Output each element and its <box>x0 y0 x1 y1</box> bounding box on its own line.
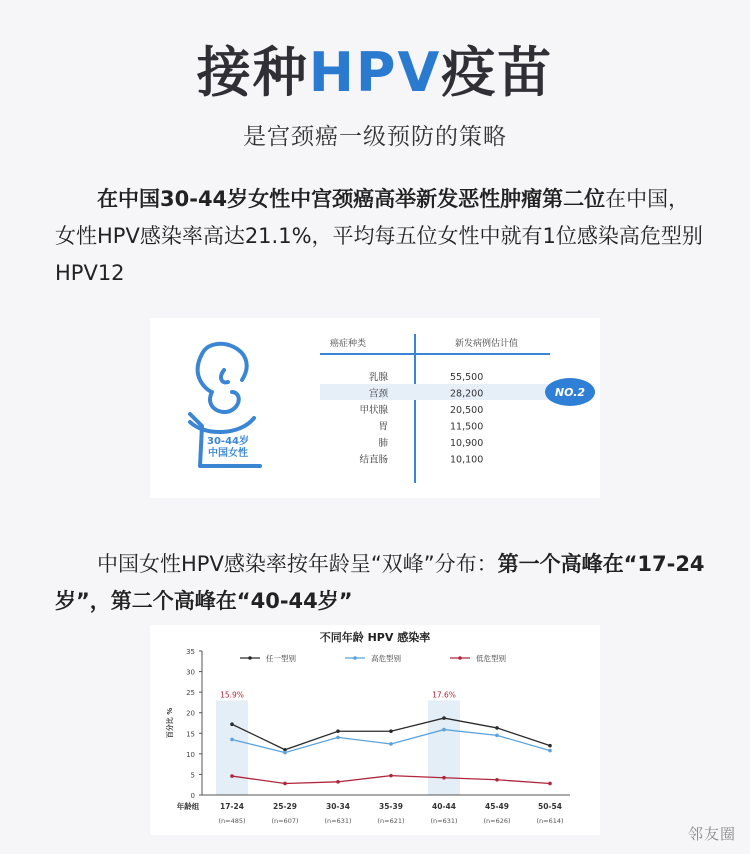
y-axis-label: 百分比 % <box>166 707 174 739</box>
cancer-value: 11,500 <box>450 421 484 433</box>
cancer-value: 10,900 <box>450 438 484 449</box>
page-title <box>0 38 750 108</box>
x-tick-label: 40-44 <box>432 802 456 811</box>
series-point-1 <box>230 722 234 726</box>
series-point-2 <box>336 736 340 740</box>
y-tick-label: 0 <box>190 792 195 800</box>
series-point-1 <box>442 716 446 720</box>
y-tick-label: 20 <box>186 709 195 718</box>
series-point-2 <box>283 751 287 755</box>
series-point-3 <box>442 776 446 780</box>
peak-highlight-band <box>428 700 460 795</box>
legend-label: 任一型别 <box>266 654 296 663</box>
chart-title: 不同年龄 HPV 感染率 <box>319 631 431 644</box>
series-point-1 <box>389 729 393 733</box>
cancer-value: 55,500 <box>450 372 484 383</box>
series-point-2 <box>230 738 234 742</box>
rank-badge-label: NO.2 <box>554 386 586 399</box>
cancer-name: 肺 <box>378 438 388 449</box>
highlight-row-background <box>320 384 550 400</box>
cancer-name: 乳腺 <box>368 372 388 383</box>
legend-marker <box>458 656 462 660</box>
series-line-2 <box>232 730 550 753</box>
rank-badge <box>545 378 595 406</box>
col-header-new-cases: 新发病例估计值 <box>455 339 519 349</box>
series-point-3 <box>495 778 499 782</box>
x-sample-size: (n=631) <box>430 817 458 825</box>
cancer-incidence-card <box>150 318 600 498</box>
series-point-3 <box>548 782 552 786</box>
x-sample-size: (n=614) <box>536 817 564 825</box>
figure-label-age: 30-44岁 <box>207 436 249 447</box>
series-point-1 <box>495 726 499 730</box>
page-subtitle: 是宫颈癌一级预防的策略 <box>243 124 507 150</box>
x-tick-label: 35-39 <box>379 802 403 811</box>
series-point-2 <box>442 728 446 732</box>
title-part2: 疫苗 <box>441 41 554 104</box>
series-point-2 <box>495 734 499 738</box>
title-part1: 接种 <box>196 41 309 104</box>
series-point-2 <box>548 749 552 753</box>
cancer-value: 20,500 <box>450 405 484 416</box>
series-point-1 <box>336 729 340 733</box>
series-point-3 <box>336 780 340 784</box>
x-tick-label: 45-49 <box>485 802 509 811</box>
cancer-name: 结直肠 <box>359 454 388 466</box>
x-tick-label: 17-24 <box>220 802 244 811</box>
legend-marker <box>248 656 252 660</box>
hpv-infection-line-chart <box>150 625 600 835</box>
x-tick-label: 25-29 <box>273 802 297 811</box>
x-sample-size: (n=485) <box>218 817 246 825</box>
cancer-value: 28,200 <box>450 388 484 400</box>
figure-label-group: 中国女性 <box>208 448 248 459</box>
peak-annotation: 15.9% <box>220 690 244 700</box>
series-point-3 <box>283 782 287 786</box>
y-tick-label: 5 <box>190 771 195 780</box>
intro-paragraph <box>55 181 705 292</box>
legend-marker <box>353 656 357 660</box>
col-header-cancer-type: 癌症种类 <box>330 339 367 349</box>
x-sample-size: (n=607) <box>271 817 299 825</box>
y-tick-label: 10 <box>186 750 195 759</box>
x-sample-size: (n=626) <box>483 817 511 825</box>
cancer-value: 10,100 <box>450 454 484 466</box>
intro-rest: 在中国，女性HPV感染率高达21.1%，平均每五位女性中就有1位感染高危型别HPV12 <box>55 187 703 285</box>
peak-annotation: 17.6% <box>432 690 456 700</box>
x-axis-label: 年龄组 <box>176 802 200 811</box>
x-tick-label: 50-54 <box>538 802 562 811</box>
legend-label: 高危型别 <box>371 654 401 663</box>
x-sample-size: (n=621) <box>377 817 405 825</box>
legend-label: 低危型别 <box>476 654 506 663</box>
y-tick-label: 25 <box>186 689 195 698</box>
y-tick-label: 30 <box>186 668 195 677</box>
x-sample-size: (n=631) <box>324 817 352 825</box>
series-point-3 <box>389 774 393 778</box>
cancer-name: 胃 <box>378 421 388 433</box>
intro-bold: 在中国30-44岁女性中宫颈癌高举新发恶性肿瘤第二位 <box>97 187 606 211</box>
series-point-2 <box>389 742 393 746</box>
y-tick-label: 35 <box>186 648 195 656</box>
title-hpv: HPV <box>308 41 442 104</box>
x-tick-label: 30-34 <box>326 802 350 811</box>
series-point-3 <box>230 774 234 778</box>
distribution-bold: 第一个高峰在“17-24岁”，第二个高峰在“40-44岁” <box>55 552 705 613</box>
chart-body <box>165 648 570 825</box>
distribution-paragraph <box>55 546 705 620</box>
cancer-name: 甲状腺 <box>359 405 388 416</box>
distribution-normal: 中国女性HPV感染率按年龄呈“双峰”分布： <box>97 552 498 576</box>
y-tick-label: 15 <box>186 730 195 739</box>
hpv-infection-chart-card <box>150 625 600 835</box>
cancer-incidence-figure <box>150 318 600 498</box>
peak-highlight-band <box>216 700 248 795</box>
cancer-name: 宫颈 <box>368 388 388 400</box>
series-point-1 <box>548 744 552 748</box>
watermark-text: 邻友圈 <box>687 825 736 843</box>
